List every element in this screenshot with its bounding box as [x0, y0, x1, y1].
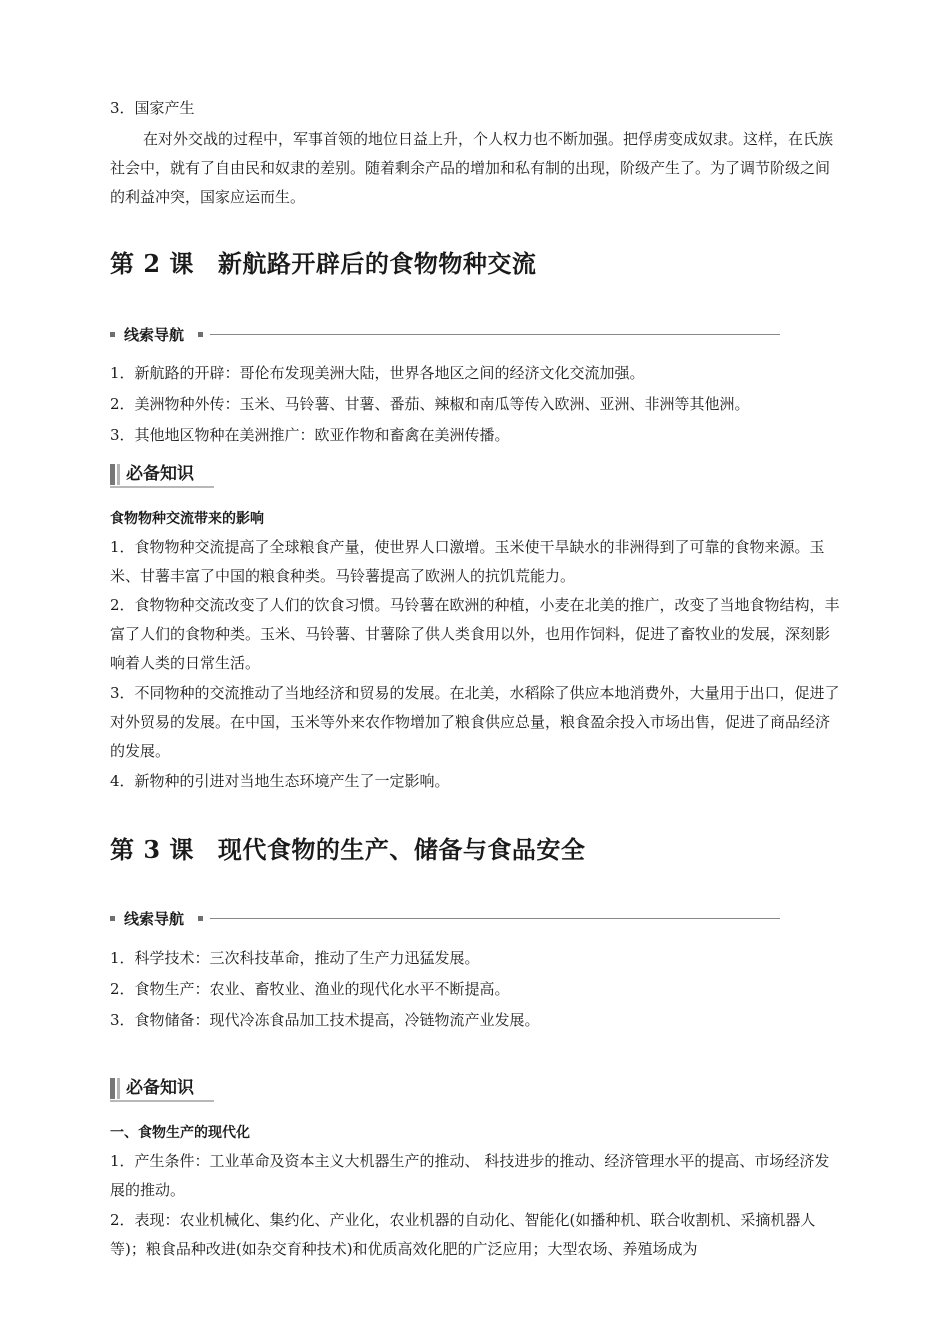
- knowledge-label: 必备知识: [126, 1078, 194, 1098]
- knowledge-point: 1．食物物种交流提高了全球粮食产量，使世界人口激增。玉米使干旱缺水的非洲得到了可靠的食物来源。玉米、甘薯丰富了中国的粮食种类。马铃薯提高了欧洲人的抗饥荒能力。: [110, 538, 825, 585]
- section-heading-state: 3．国家产生: [110, 99, 195, 117]
- list-item: 2．食物生产：农业、畜牧业、渔业的现代化水平不断提高。: [110, 980, 510, 998]
- square-bullet-icon: [198, 332, 203, 337]
- list-item: 3．食物储备：现代冷冻食品加工技术提高，冷链物流产业发展。: [110, 1011, 540, 1029]
- knowledge-bar-icon: [110, 464, 115, 485]
- knowledge-underline: [110, 486, 214, 488]
- knowledge-point: 4．新物种的引进对当地生态环境产生了一定影响。: [110, 772, 450, 790]
- knowledge-bar-icon: [117, 464, 120, 485]
- list-item: 1．新航路的开辟：哥伦布发现美洲大陆，世界各地区之间的经济文化交流加强。: [110, 364, 645, 382]
- square-bullet-icon: [198, 916, 203, 921]
- lesson-3-number: 第 3 课: [110, 835, 194, 864]
- list-item: 2．美洲物种外传：玉米、马铃薯、甘薯、番茄、辣椒和南瓜等传入欧洲、亚洲、非洲等其他洲。: [110, 395, 750, 413]
- knowledge-point: 2．食物物种交流改变了人们的饮食习惯。马铃薯在欧洲的种植，小麦在北美的推广，改变了当地食物结构，丰富了人们的食物种类。玉米、马铃薯、甘薯除了供人类食用以外，也用作饲料，促进了畜牧业的发展，深刻影响着人类的日常生活。: [110, 596, 840, 672]
- clue-nav-label: 线索导航: [124, 326, 185, 344]
- lesson-3-clue-nav-header: [110, 909, 780, 929]
- square-bullet-icon: [110, 332, 115, 337]
- lesson-2-number: 第 2 课: [110, 249, 194, 278]
- lesson-2-clue-nav-header: [110, 325, 780, 345]
- lesson-3-title: [110, 830, 585, 865]
- knowledge-bar-icon: [110, 1078, 115, 1099]
- paragraph-state-origin: 在对外交战的过程中，军事首领的地位日益上升，个人权力也不断加强。把俘虏变成奴隶。这样，在氏族社会中，就有了自由民和奴隶的差别。随着剩余产品的增加和私有制的出现，阶级产生了。为了调节阶级之间的利益冲突，国家应运而生。: [110, 130, 834, 206]
- clue-nav-label: 线索导航: [124, 910, 185, 928]
- knowledge-point: 2．表现：农业机械化、集约化、产业化，农业机器的自动化、智能化(如播种机、联合收割机、采摘机器人等)；粮食品种改进(如杂交育种技术)和优质高效化肥的广泛应用；大型农场、养殖场成为: [110, 1211, 816, 1258]
- knowledge-bar-icon: [117, 1078, 120, 1099]
- divider-line: [210, 334, 780, 335]
- list-item: 3．其他地区物种在美洲推广：欧亚作物和畜禽在美洲传播。: [110, 426, 510, 444]
- square-bullet-icon: [110, 916, 115, 921]
- divider-line: [210, 918, 780, 919]
- lesson-3-name: 现代食物的生产、储备与食品安全: [217, 835, 586, 864]
- subheading-impact: 食物物种交流带来的影响: [110, 511, 264, 527]
- knowledge-underline: [110, 1100, 214, 1102]
- lesson-2-title: [110, 244, 536, 279]
- lesson-2-knowledge-header: [110, 462, 214, 488]
- lesson-2-name: 新航路开辟后的食物物种交流: [217, 249, 537, 278]
- list-item: 1．科学技术：三次科技革命，推动了生产力迅猛发展。: [110, 949, 480, 967]
- knowledge-label: 必备知识: [126, 464, 194, 484]
- subheading-modernization: 一、食物生产的现代化: [110, 1125, 250, 1141]
- lesson-3-knowledge-header: [110, 1076, 214, 1102]
- knowledge-point: 3．不同物种的交流推动了当地经济和贸易的发展。在北美，水稻除了供应本地消费外，大量用于出口，促进了对外贸易的发展。在中国，玉米等外来农作物增加了粮食供应总量，粮食盈余投入市场出售，促进了商品经济的发展。: [110, 684, 840, 760]
- knowledge-point: 1．产生条件：工业革命及资本主义大机器生产的推动、 科技进步的推动、经济管理水平的提高、市场经济发展的推动。: [110, 1152, 830, 1199]
